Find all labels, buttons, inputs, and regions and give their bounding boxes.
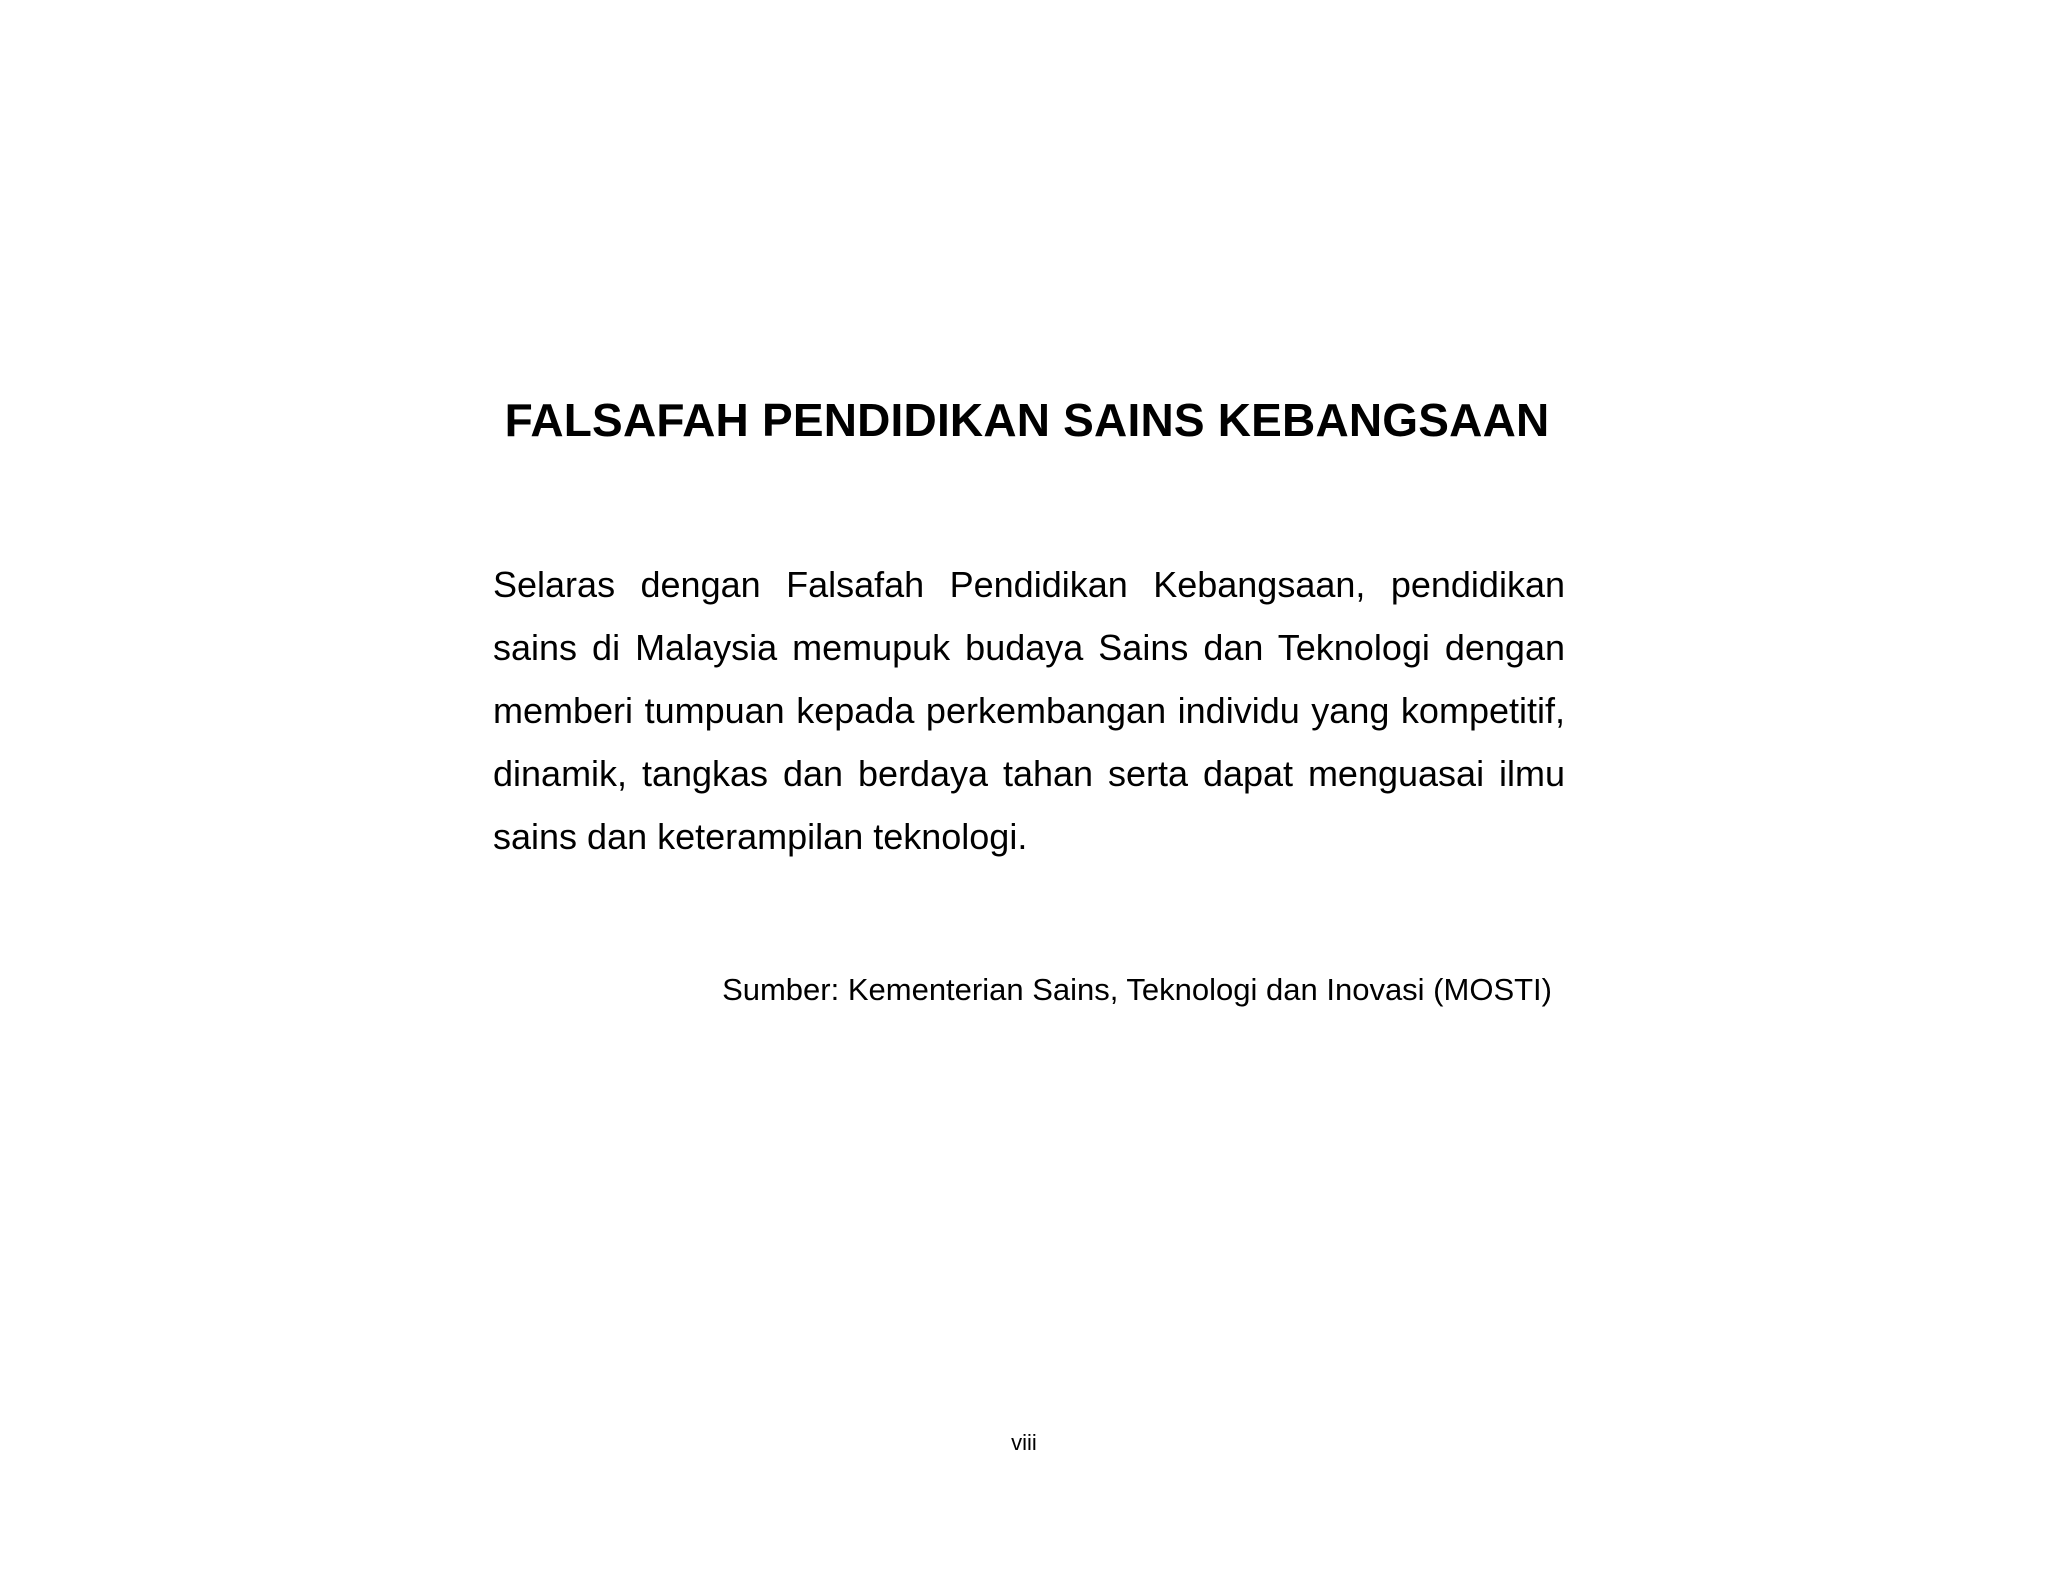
page-number: viii <box>1011 1430 1037 1455</box>
source-citation: Sumber: Kementerian Sains, Teknologi dan Inovasi (MOSTI) <box>722 972 1552 1007</box>
philosophy-paragraph: Selaras dengan Falsafah Pendidikan Kebangsaan, pendidikan sains di Malaysia memupuk budaya Sains dan Teknologi dengan memberi tumpuan kepada perkembangan individu yang kompetitif, dinamik, tangkas dan berdaya tahan serta dapat menguasai ilmu sains dan keterampilan teknologi. <box>493 564 1565 857</box>
page-title: FALSAFAH PENDIDIKAN SAINS KEBANGSAAN <box>504 394 1550 446</box>
